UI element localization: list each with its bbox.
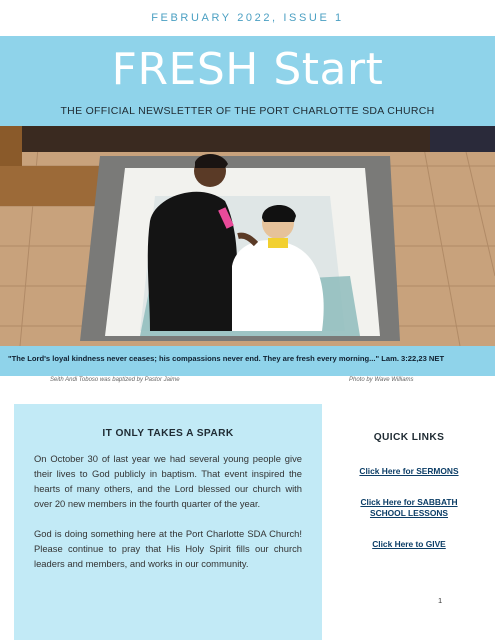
- scripture-quote-bar: [0, 346, 495, 376]
- sermons-link[interactable]: Click Here for SERMONS: [359, 466, 459, 476]
- photo-credit: Photo by Wave Williams: [349, 377, 414, 383]
- scripture-quote: "The Lord's loyal kindness never ceases; his compassions never end. They are fresh every morning..." Lam. 3:22,23 NET: [8, 354, 445, 363]
- article-box: [14, 404, 322, 640]
- article-paragraph: God is doing something here at the Port Charlotte SDA Church! Please continue to pray that His Holy Spirit fills our church leaders and members, and works in our community.: [34, 528, 302, 569]
- give-link[interactable]: Click Here to GIVE: [372, 538, 446, 549]
- sabbath-school-lessons-link[interactable]: Click Here for SABBATH SCHOOL LESSONS: [360, 496, 458, 518]
- baptism-photo: [0, 126, 495, 346]
- article-paragraph: On October 30 of last year we had several young people give their lives to God publicly in baptism. That event inspired the hearts of many others, and the Lord blessed our church with over 20 new members in the fourth quarter of the year.: [34, 453, 302, 509]
- newsletter-subtitle: THE OFFICIAL NEWSLETTER OF THE PORT CHARLOTTE SDA CHURCH: [60, 105, 435, 117]
- masthead-banner: [0, 36, 495, 126]
- quick-links-panel: [352, 432, 466, 550]
- quick-links-heading: QUICK LINKS: [373, 432, 445, 443]
- issue-line: FEBRUARY 2022, ISSUE 1: [151, 12, 344, 24]
- photo-caption: Seith Andi Toboso was baptized by Pastor Jaime: [50, 377, 180, 383]
- newsletter-title: FRESH Start: [111, 44, 384, 95]
- page-number: 1: [438, 596, 443, 605]
- article-heading: IT ONLY TAKES A SPARK: [102, 428, 234, 439]
